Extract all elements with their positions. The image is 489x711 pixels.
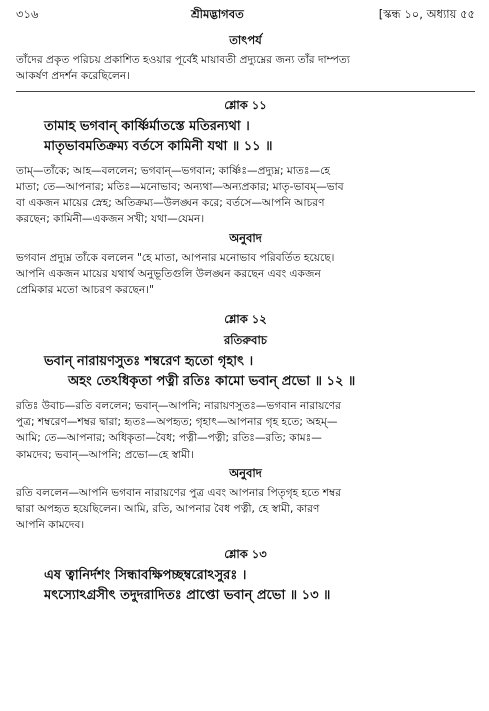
canto-chapter: [স্কন্ধ ১০, অধ্যায় ৫৫	[378, 7, 475, 21]
sloka-11-translation-line: ভগবান প্রদ্যুম্ন তাঁকে বললেন "হে মাতা, আপনার মনোভাব পরিবর্তিত হয়েছে।	[16, 251, 335, 264]
purport-line: তাঁদের প্রকৃত পরিচয় প্রকাশিত হওয়ার পূর্বেই মায়াবতী প্রদ্যুম্নের জন্য তাঁর দাম্পত্য	[16, 54, 350, 66]
sloka-13-verse-line-1: এষ ত্বানির্দশং সিন্ধাবক্ষিপচ্ছম্বরোঽসুরঃ ।	[44, 567, 247, 583]
sloka-11-synonyms-line: করছেন; কামিনী—একজন সখী; যথা—যেমন।	[16, 213, 205, 226]
sloka-13-heading: শ্লোক ১৩	[224, 546, 267, 561]
sloka-11-translation-line: আপনি একজন মায়ের যথার্থ অনুভূতিগুলি উলঙ্ঘন করছেন এবং একজন	[16, 268, 321, 281]
sloka-12-translation-heading: অনুবাদ	[229, 465, 262, 480]
sloka-11-translation-line: প্রেমিকার মতো আচরণ করছেন।"	[16, 284, 154, 297]
section-divider	[16, 91, 475, 92]
sloka-11-verse-line-1: তামাহ ভগবান্ কার্ষ্ণির্মাতস্তে মতিরন্যথা ।	[44, 118, 250, 134]
sloka-11-heading: শ্লোক ১১	[224, 97, 267, 112]
sloka-12-verse-line-2: অহং তেঽধিকৃতা পত্নী রতিঃ কামো ভবান্ প্রভো ॥ ১২ ॥	[68, 373, 356, 389]
page-number: ৩১৬	[16, 7, 39, 21]
sloka-12-heading: শ্লোক ১২	[224, 311, 267, 326]
sloka-12-translation-line: রতি বললেন—আপনি ভগবান নারায়ণের পুত্র এবং আপনার পিতৃগৃহ হতে শম্বর	[16, 486, 342, 499]
sloka-12-verse-line-1: ভবান্ নারায়ণসুতঃ শম্বরেণ হৃতো গৃহাৎ ।	[44, 353, 254, 369]
sloka-12-speaker: রতিরুবাচ	[223, 332, 267, 347]
sloka-12-synonyms-line: আমি; তে—আপনার; অধিকৃতা—বৈধ; পত্নী—পত্নী; রতিঃ—রতি; কামঃ—	[16, 432, 322, 445]
sloka-12-synonyms-line: কামদেব; ভবান্—আপনি; প্রভো—হে স্বামী।	[16, 448, 194, 461]
purport-line: আকর্ষণ প্রদর্শন করেছিলেন।	[16, 70, 131, 83]
sloka-11-translation-heading: অনুবাদ	[229, 230, 262, 245]
sloka-12-synonyms-line: রতিঃ উবাচ—রতি বললেন; ভবান্—আপনি; নারায়ণসুতঃ—ভগবান নারায়ণের	[16, 399, 341, 412]
sloka-13-verse-line-2: মৎস্যোঽগ্রসীৎ তদুদরাদিতঃ প্রাপ্তো ভবান্ প্রভো ॥ ১৩ ॥	[44, 587, 331, 603]
running-header	[16, 6, 475, 25]
sloka-11-verse-line-2: মাতৃভাবমতিক্রম্য বর্তসে কামিনী যথা ॥ ১১ ॥	[44, 138, 273, 154]
sloka-12-translation-line: আপনি কামদেব।	[16, 519, 85, 532]
sloka-11-synonyms-line: তাম্—তাঁকে; আহ—বললেন; ভগবান্—ভগবান; কার্ষ্ণিঃ—প্রদ্যুম্ন; মাতঃ—হে	[16, 164, 330, 177]
sloka-12-translation-line: দ্বারা অপহৃত হয়েছিলেন। আমি, রতি, আপনার বৈধ পত্নী, হে স্বামী, কারণ	[16, 503, 320, 516]
book-title: শ্রীমদ্ভাগবত	[191, 7, 244, 21]
sloka-12-synonyms-line: পুত্র; শম্বরেণ—শম্বর দ্বারা; হৃতঃ—অপহৃত; গৃহাৎ—আপনার গৃহ হতে; অহম্—	[16, 415, 338, 428]
sloka-11-synonyms-line: মাতা; তে—আপনার; মতিঃ—মনোভাব; অন্যথা—অন্যপ্রকার; মাতৃ-ভাবম্—ভাব	[16, 180, 344, 193]
sloka-11-synonyms-line: বা একজন মায়ের স্নেহ; অতিক্রম্য—উলঙ্ঘন করে; বর্তসে—আপনি আচরণ	[16, 197, 325, 210]
purport-heading: তাৎপর্য	[229, 33, 262, 47]
